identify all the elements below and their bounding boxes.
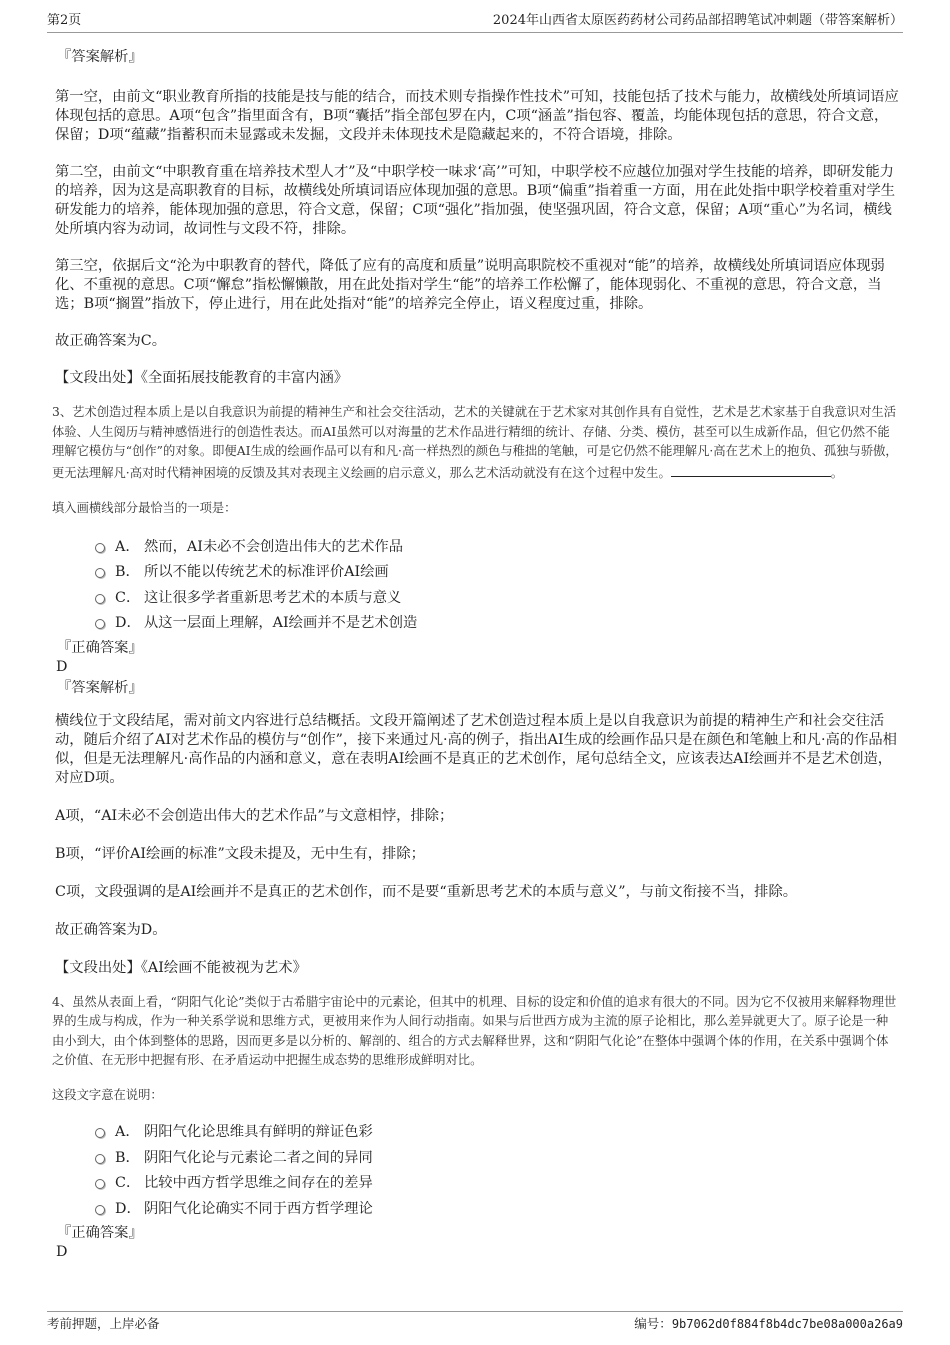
- q3-options: [95, 535, 900, 637]
- page-footer: [47, 1311, 903, 1334]
- q3-option-c[interactable]: C． 这让很多学者重新思考艺术的本质与意义: [95, 586, 900, 612]
- q4-options: [95, 1120, 900, 1222]
- q4-prompt: 这段文字意在说明：: [52, 1087, 163, 1102]
- footer-slogan: 考前押题，上岸必备: [47, 1316, 160, 1331]
- q3-analysis-c: C项，文段强调的是AI绘画并不是真正的艺术创作，而不是要“重新思考艺术的本质与意义”，与前文衔接不当，排除。: [55, 883, 798, 900]
- q4-option-a[interactable]: A． 阴阳气化论思维具有鲜明的辩证色彩: [95, 1120, 900, 1146]
- q3-analysis: 横线位于文段结尾，需对前文内容进行总结概括。文段开篇阐述了艺术创造过程本质上是以自我意识为前提的精神生产和社会交往活动，随后介绍了AI对艺术作品的模仿与“创作”，接下来通过凡·高的例子，指出AI生成的绘画作品只是在颜色和笔触上和凡·高的作品相似，但是无法理解凡·高作品的内涵和意义，意在表明AI绘画不是真正的艺术创作，尾句总结全文，应该表达AI绘画并不是艺术创造，对应D项。: [55, 712, 897, 786]
- radio-icon[interactable]: [95, 1179, 105, 1189]
- q4-correct-label: 『正确答案』: [57, 1225, 143, 1241]
- page-number: 第2页: [47, 13, 82, 28]
- radio-icon[interactable]: [95, 594, 105, 604]
- q4-stem: [52, 993, 900, 1071]
- q3-number: 3、: [52, 405, 73, 419]
- q3-stem-text: 艺术创造过程本质上是以自我意识为前提的精神生产和社会交往活动，艺术的关键就在于艺术家对其创作具有自觉性，艺术是艺术家基于自我意识对生活体验、人生阅历与精神感悟进行的创造性表达。而AI虽然可以对海量的艺术作品进行精细的统计、存储、分类、模仿，甚至可以生成新作品，但它仍然不能理解它模仿与“创作”的对象。即便AI生成的绘画作品可以有和凡·高一样热烈的颜色与稚拙的笔触，可是它仍然不能理解凡·高在艺术上的抱负、孤独与骄傲，更无法理解凡·高对时代精神困境的反馈及其对表现主义绘画的启示意义，那么艺术活动就没有在这个过程中发生。: [52, 405, 898, 480]
- source-label: 【文段出处】: [55, 959, 141, 976]
- q2-analysis-para1: 第一空，由前文“职业教育所指的技能是技与能的结合，而技术则专指操作性技术”可知，技能包括了技术与能力，故横线处所填词语应体现包括的意思。A项“包含”指里面含有，B项“囊括”指全部包罗在内，C项“涵盖”指包容、覆盖，均能体现包括的意思，符合文意，保留；D项“蕴藏”指蓄积而未显露或未发掘，文段并未体现技术是隐藏起来的，不符合语境，排除。: [55, 89, 899, 143]
- q3-source: [55, 959, 900, 978]
- source-title: 《AI绘画不能被视为艺术》: [140, 959, 307, 976]
- radio-icon[interactable]: [95, 568, 105, 578]
- q2-source: [55, 369, 900, 388]
- page-header: [47, 12, 903, 33]
- q3-analysis-b: B项，“评价AI绘画的标准”文段未提及，无中生有，排除；: [55, 845, 425, 862]
- q4-answer: D: [56, 1244, 68, 1260]
- q2-conclusion: 故正确答案为C。: [55, 333, 167, 349]
- q3-stem: 3、艺术创造过程本质上是以自我意识为前提的精神生产和社会交往活动，艺术的关键就在于艺术家对其创作具有自觉性，艺术是艺术家基于自我意识对生活体验、人生阅历与精神感悟进行的创造性表达。而AI虽然可以对海量的艺术作品进行精细的统计、存储、分类、模仿，甚至可以生成新作品，但它仍然不能理解它模仿与“创作”的对象。即便AI生成的绘画作品可以有和凡·高一样热烈的颜色与稚拙的笔触，可是它仍然不能理解凡·高在艺术上的抱负、孤独与骄傲，更无法理解凡·高对时代精神困境的反馈及其对表现主义绘画的启示意义，那么艺术活动就没有在这个过程中发生。 。: [52, 405, 898, 480]
- q4-option-c[interactable]: C． 比较中西方哲学思维之间存在的差异: [95, 1171, 900, 1197]
- radio-icon[interactable]: [95, 543, 105, 553]
- q2-analysis-label: 『答案解析』: [57, 49, 143, 65]
- q2-analysis-para2: 第二空，由前文“中职教育重在培养技术型人才”及“中职学校一味求‘高’”可知，中职学校不应越位加强对学生技能的培养，即研发能力的培养，因为这是高职教育的目标，故横线处所填词语应体现加强的意思。B项“偏重”指着重一方面，用在此处指中职学校着重对学生研发能力的培养，能体现加强的意思，符合文意，保留；C项“强化”指加强，使坚强巩固，符合文意，保留；A项“重心”为名词，横线处所填内容为动词，故词性与文段不符，排除。: [55, 164, 896, 237]
- radio-icon[interactable]: [95, 1205, 105, 1215]
- document-title: 2024年山西省太原医药药材公司药品部招聘笔试冲刺题（带答案解析）: [492, 13, 903, 28]
- q3-analysis-label: 『答案解析』: [57, 679, 143, 696]
- q4-option-b[interactable]: B． 阴阳气化论与元素论二者之间的异同: [95, 1146, 900, 1172]
- q2-analysis-para3: 第三空，依据后文“沦为中职教育的替代，降低了应有的高度和质量”说明高职院校不重视对“能”的培养，故横线处所填词语应体现弱化、不重视的意思。C项“懈怠”指松懈懒散，用在此处指对学生“能”的培养工作松懈了，能体现弱化、不重视的意思，符合文意，当选；B项“搁置”指放下，停止进行，用在此处指对“能”的培养完全停止，语义程度过重，排除。: [55, 258, 885, 312]
- radio-icon[interactable]: [95, 1128, 105, 1138]
- q3-conclusion: 故正确答案为D。: [55, 921, 167, 938]
- radio-icon[interactable]: [95, 619, 105, 629]
- q4-option-d[interactable]: D． 阴阳气化论确实不同于西方哲学理论: [95, 1197, 900, 1223]
- q3-option-a[interactable]: A． 然而，AI未必不会创造出伟大的艺术作品: [95, 535, 900, 561]
- answer-blank: [671, 462, 831, 477]
- source-label: 【文段出处】: [55, 370, 141, 386]
- q4-number: 4、: [52, 994, 73, 1009]
- code-value: 9b7062d0f884f8b4dc7be08a000a26a9: [671, 1317, 903, 1331]
- document-content: [52, 40, 900, 1262]
- q3-analysis-a: A项，“AI未必不会创造出伟大的艺术作品”与文意相悖，排除；: [55, 807, 454, 824]
- q3-answer: D: [56, 658, 68, 675]
- q3-prompt: 填入画横线部分最恰当的一项是：: [52, 501, 237, 515]
- source-title: 《全面拓展技能教育的丰富内涵》: [140, 370, 349, 386]
- q4-stem-text: 虽然从表面上看，“阴阳气化论”类似于古希腊宇宙论中的元素论，但其中的机理、目标的设定和价值的追求有很大的不同。因为它不仅被用来解释物理世界的生成与构成，作为一种关系学说和思维方式，更被用来作为人间行动指南。如果与后世西方成为主流的原子论相比，那么差异就更大了。原子论是一种由小到大，由个体到整体的思路，因而更多是以分析的、解剖的、组合的方式去解释世界，这和“阴阳气化论”在整体中强调个体的作用，在关系中强调个体之价值、在无形中把握有形、在矛盾运动中把握生成态势的思维形成鲜明对比。: [52, 994, 897, 1067]
- q3-correct-label: 『正确答案』: [57, 639, 143, 656]
- code-label: 编号：: [634, 1316, 672, 1331]
- radio-icon[interactable]: [95, 1154, 105, 1164]
- q3-option-b[interactable]: B． 所以不能以传统艺术的标准评价AI绘画: [95, 560, 900, 586]
- q3-option-d[interactable]: D． 从这一层面上理解，AI绘画并不是艺术创造: [95, 611, 900, 637]
- document-code: [634, 1314, 903, 1334]
